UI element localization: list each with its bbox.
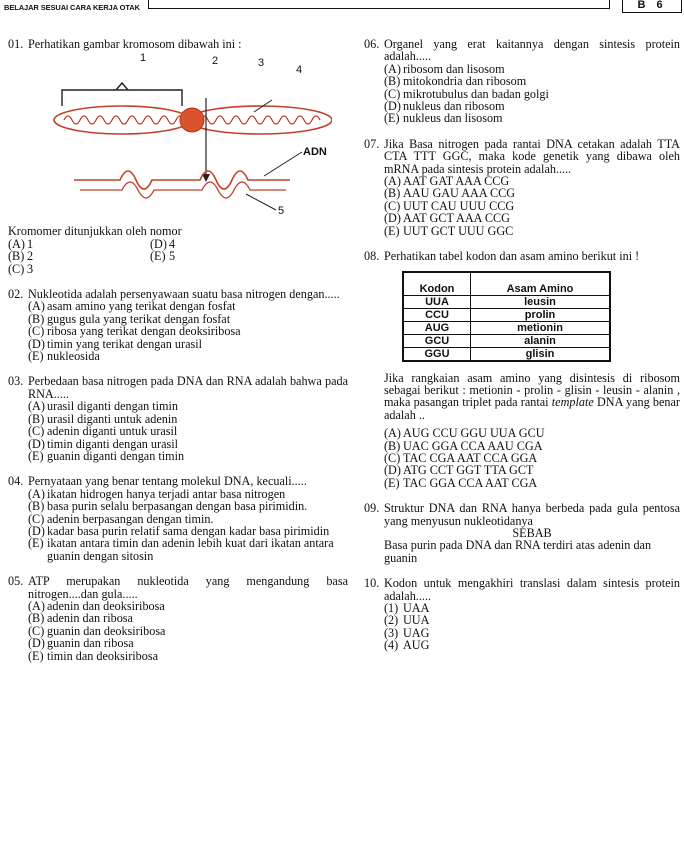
option-d[interactable]: (D) timin yang terikat dengan urasil: [28, 336, 203, 351]
amino-acid-cell: metionin: [471, 321, 611, 334]
table-row: [403, 321, 610, 334]
table-row: [403, 334, 610, 347]
figure-label-3: 3: [258, 57, 265, 70]
right-column: [364, 38, 680, 665]
option-b[interactable]: (B) basa purin selalu berpasangan dengan basa pirimidin.: [28, 499, 308, 514]
question-stem: Struktur DNA dan RNA hanya berbeda pada gula pentosa yang menyusun nukleotidanya: [384, 501, 680, 528]
codon-cell: GCU: [403, 334, 471, 347]
codon-cell: GGU: [403, 347, 471, 361]
option-3[interactable]: (3) UAG: [384, 625, 430, 640]
option-2[interactable]: (2) UUA: [384, 613, 430, 628]
option-d[interactable]: (D) ATG CCT GGT TTA GCT: [384, 463, 534, 478]
amino-acid-cell: alanin: [471, 334, 611, 347]
question-number: 06.: [364, 37, 380, 51]
question-number: 04.: [8, 474, 24, 489]
option-b[interactable]: (B) UAC GGA CCA AAU CGA: [384, 438, 543, 453]
question-stem: Pernyataan yang benar tentang molekul DNA, kecuali.....: [28, 474, 307, 489]
question-stem: Perhatikan gambar kromosom dibawah ini :: [28, 37, 242, 51]
header-title: BELAJAR SESUAI CARA KERJA OTAK: [4, 3, 140, 12]
option-d[interactable]: (D) guanin dan ribosa: [28, 636, 134, 651]
figure-label-5: 5: [278, 205, 285, 218]
question-number: 05.: [8, 574, 24, 589]
figure-label-1: 1: [140, 52, 147, 65]
option-a[interactable]: (A) ribosom dan lisosom: [384, 61, 505, 76]
figure-label-4: 4: [296, 64, 303, 77]
question-7: [364, 138, 680, 237]
option-4[interactable]: (4) AUG: [384, 638, 430, 653]
table-row: [403, 295, 610, 308]
option-c[interactable]: (C) 3: [8, 261, 34, 276]
option-c[interactable]: (C) UUT CAU UUU CCG: [384, 198, 515, 213]
question-number: 02.: [8, 287, 24, 302]
option-e[interactable]: (E) 5: [150, 249, 176, 264]
amino-acid-cell: leusin: [471, 295, 611, 308]
amino-acid-cell: glisin: [471, 347, 611, 361]
question-stem: Organel yang erat kaitannya dengan sintesis protein adalah.....: [384, 37, 680, 64]
table-header-row: [403, 272, 610, 296]
question-number: 08.: [364, 249, 380, 264]
question-stem: Nukleotida adalah persenyawaan suatu basa nitrogen dengan.....: [28, 287, 340, 302]
option-e[interactable]: (E) nukleosida: [28, 349, 100, 364]
question-text: Kromomer ditunjukkan oleh nomor: [8, 224, 182, 239]
option-a[interactable]: (A) urasil diganti dengan timin: [28, 399, 178, 414]
option-a[interactable]: (A) asam amino yang terikat dengan fosfat: [28, 299, 236, 314]
header-rule: [148, 0, 610, 9]
option-a[interactable]: (A) AUG CCU GGU UUA GCU: [384, 426, 545, 441]
option-a[interactable]: (A) ikatan hidrogen hanya terjadi antar basa nitrogen: [28, 486, 286, 501]
option-d[interactable]: (D) kadar basa purin relatif sama dengan kadar basa pirimidin: [28, 523, 330, 538]
figure-label-adn: ADN: [303, 146, 327, 159]
option-c[interactable]: (C) adenin berpasangan dengan timin.: [28, 511, 214, 526]
option-e[interactable]: (E) ikatan antara timin dan adenin lebih kuat dari ikatan antara guanin dengan sitosin: [28, 536, 334, 563]
option-b[interactable]: (B) adenin dan ribosa: [28, 611, 133, 626]
option-c[interactable]: (C) TAC CGA AAT CCA GGA: [384, 450, 538, 465]
question-1: [8, 38, 348, 228]
option-d[interactable]: (D) 4: [150, 236, 176, 251]
figure-label-2: 2: [212, 55, 219, 68]
left-column: [8, 38, 348, 675]
option-e[interactable]: (E) timin dan deoksiribosa: [28, 648, 159, 663]
option-e[interactable]: (E) UUT GCT UUU GGC: [384, 223, 514, 238]
option-a[interactable]: (A) adenin dan deoksiribosa: [28, 598, 165, 613]
question-1-body: [8, 225, 348, 275]
question-stem: Perhatikan tabel kodon dan asam amino berikut ini !: [384, 249, 640, 264]
option-e[interactable]: (E) guanin diganti dengan timin: [28, 448, 185, 463]
question-8: [364, 250, 680, 489]
option-a[interactable]: (A) AAT GAT AAA CCG: [384, 174, 510, 189]
reason-text: Basa purin pada DNA dan RNA terdiri atas adenin dan guanin: [384, 538, 652, 565]
question-5: [8, 575, 348, 662]
codon-cell: AUG: [403, 321, 471, 334]
question-text: Jika rangkaian asam amino yang disintesis di ribosom sebagai berikut : metionin - prolin - glisin - leusin - alanin , maka pasangan triplet pada rantai template DNA yang benar adalah ..: [384, 370, 680, 422]
options: [8, 238, 348, 275]
column-header: Asam Amino: [471, 272, 611, 296]
option-c[interactable]: (C) guanin dan deoksiribosa: [28, 623, 166, 638]
question-number: 01.: [8, 37, 24, 51]
table-row: [403, 347, 610, 361]
question-4: [8, 475, 348, 562]
question-stem: Kodon untuk mengakhiri translasi dalam sintesis protein adalah.....: [384, 576, 680, 603]
option-d[interactable]: (D) timin diganti dengan urasil: [28, 436, 178, 451]
chromosome-figure: [50, 52, 332, 222]
option-b[interactable]: (B) mitokondria dan ribosom: [384, 74, 527, 89]
codon-cell: UUA: [403, 295, 471, 308]
chromosome-diagram: [50, 52, 332, 222]
option-c[interactable]: (C) mikrotubulus dan badan golgi: [384, 86, 549, 101]
question-6: [364, 38, 680, 125]
option-1[interactable]: (1) UAA: [384, 601, 430, 615]
question-number: 03.: [8, 374, 24, 389]
question-10: [364, 577, 680, 651]
sebab-label: SEBAB: [512, 525, 552, 540]
question-stem: ATP merupakan nukleotida yang mengandung basa nitrogen....dan gula.....: [28, 574, 348, 601]
codon-table: [402, 271, 611, 362]
option-e[interactable]: (E) TAC GGA CCA AAT CGA: [384, 475, 538, 490]
option-c[interactable]: (C) ribosa yang terikat dengan deoksiribosa: [28, 324, 241, 339]
amino-acid-cell: prolin: [471, 308, 611, 321]
option-b[interactable]: (B) gugus gula yang terikat dengan fosfat: [28, 311, 231, 326]
column-header: Kodon: [403, 272, 471, 296]
option-b[interactable]: (B) urasil diganti untuk adenin: [28, 411, 178, 426]
option-d[interactable]: (D) nukleus dan ribosom: [384, 99, 505, 114]
option-c[interactable]: (C) adenin diganti untuk urasil: [28, 424, 178, 439]
question-number: 07.: [364, 136, 380, 151]
question-stem: Perbedaan basa nitrogen pada DNA dan RNA adalah bahwa pada RNA.....: [28, 374, 348, 401]
header-code: B 6: [622, 0, 682, 13]
question-9: [364, 502, 680, 564]
question-2: [8, 288, 348, 362]
option-b[interactable]: (B) AAU GAU AAA CCG: [384, 186, 516, 201]
codon-cell: CCU: [403, 308, 471, 321]
question-stem: Jika Basa nitrogen pada rantai DNA cetakan adalah TTA CTA TTT GGC, maka kode genetik yang dibawa oleh mRNA pada sintesis protein adalah.....: [384, 136, 680, 176]
option-e[interactable]: (E) nukleus dan lisosom: [384, 111, 503, 126]
option-b[interactable]: (B) 2: [8, 249, 34, 264]
option-a[interactable]: (A) 1: [8, 236, 34, 251]
table-row: [403, 308, 610, 321]
question-3: [8, 375, 348, 462]
question-number: 09.: [364, 501, 380, 516]
option-d[interactable]: (D) AAT GCT AAA CCG: [384, 211, 510, 226]
question-number: 10.: [364, 576, 380, 591]
